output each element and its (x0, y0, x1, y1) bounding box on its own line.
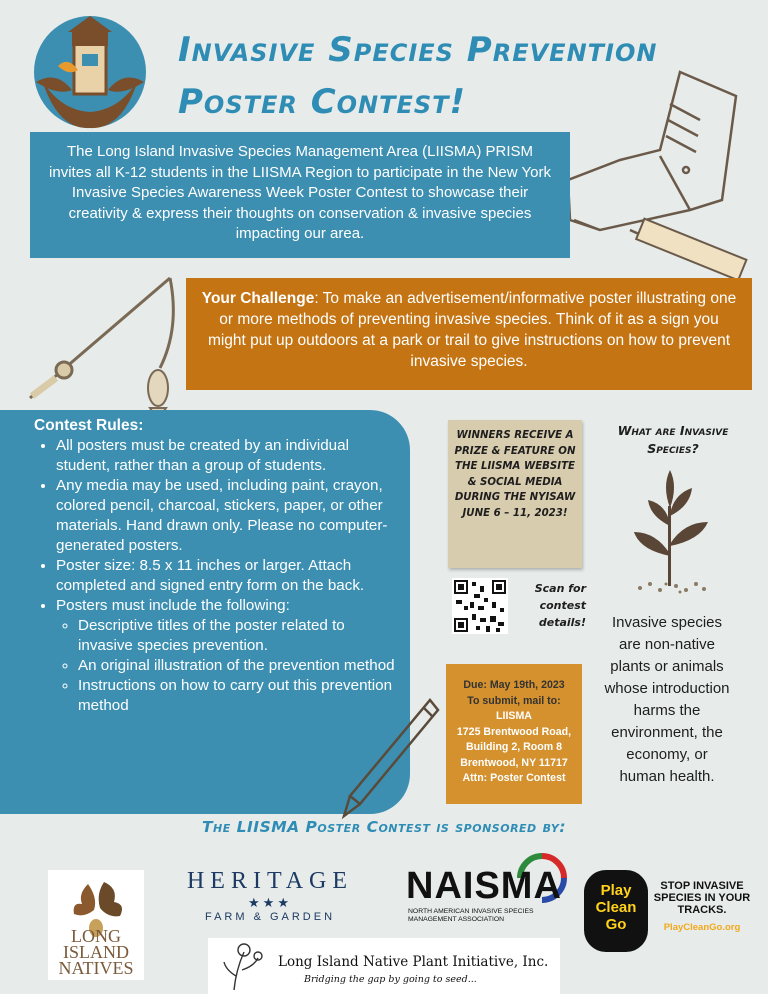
rule-subitem: ◦ Instructions on how to carry out this prevention method (78, 676, 396, 716)
heritage-sub: FARM & GARDEN (204, 911, 336, 923)
address-line: Attn: Poster Contest (462, 772, 566, 784)
scan-note: Scan for contest details! (534, 582, 586, 629)
due-date: Due: May 19th, 2023 (463, 679, 565, 691)
lini-name: Long Island Native Plant Initiative, Inc. (278, 954, 549, 970)
naisma-sub: NORTH AMERICAN INVASIVE SPECIES MANAGEMENT ASSOCIATION (408, 908, 534, 923)
naisma-logo (404, 848, 574, 923)
submission-envelope (446, 664, 582, 804)
boot-illustration (540, 60, 760, 280)
liisma-logo (28, 10, 152, 134)
pcg-url[interactable]: PlayCleanGo.org (663, 922, 741, 933)
lini-tagline: Bridging the gap by going to seed... (304, 974, 477, 985)
challenge-banner (186, 278, 752, 390)
rules-list (34, 436, 396, 716)
rule-subitem: ◦ An original illustration of the prevention method (78, 656, 396, 676)
stars-icon: ★★★ (248, 895, 292, 910)
sponsored-heading: The LIISMA Poster Contest is sponsored by: (201, 818, 567, 836)
address-line: LIISMA (496, 710, 532, 722)
rule-item: • All posters must be created by an individual student, rather than a group of students. (56, 436, 396, 476)
intro-banner (30, 132, 570, 258)
long-island-natives-logo (48, 870, 144, 980)
challenge-text: : To make an advertisement/informative poster illustrating one or more methods of preventing invasive species. Think of it as a sign you might put up outdoors at a park or trail to give instructions on how to prevent invasive species. (207, 290, 737, 370)
lin-name: LONG ISLAND NATIVES (58, 926, 134, 978)
sprout-icon (620, 466, 720, 596)
submit-instruction: To submit, mail to: (467, 694, 561, 707)
rule-item: • Poster size: 8.5 x 11 inches or larger. Attach completed and signed entry form on the back. (56, 556, 396, 596)
playcleango-logo (584, 870, 754, 954)
rule-item: • Any media may be used, including paint, crayon, colored pencil, charcoal, stickers, paper, or other materials. Hand drawn only. Please no computer-generated posters. (56, 476, 396, 556)
flower-sketch-icon (214, 940, 274, 992)
what-are-heading: What are Invasive Species? (617, 423, 729, 456)
address-line: 1725 Brentwood Road, (456, 725, 572, 738)
pcg-text (652, 880, 752, 934)
winners-note (448, 420, 582, 568)
winners-text: WINNERS RECEIVE A PRIZE & FEATURE ON THE LIISMA WEBSITE & SOCIAL MEDIA DURING THE NYISAW JUNE 6 – 11, 2023! (454, 430, 576, 519)
rule-subitem: ◦ Descriptive titles of the poster related to invasive species prevention. (78, 616, 396, 656)
intro-text: The Long Island Invasive Species Management Area (LIISMA) PRISM invites all K-12 students in the LIISMA Region to participate in the New York Invasive Species Awareness Week Poster Contest to showcase their creativity & express their thoughts on conservation & invasive species impacting our area. (49, 143, 551, 242)
rule-item-text: Posters must include the following: (56, 597, 290, 614)
invasive-definition: Invasive species are non-native plants or animals whose introduction harms the environment, the economy, or human health. (604, 614, 730, 785)
naisma-name: NAISMA (406, 865, 562, 907)
pcg-slogan: STOP INVASIVE SPECIES IN YOUR TRACKS. (653, 880, 751, 916)
lini-logo (208, 938, 560, 994)
heritage-logo (178, 868, 362, 930)
challenge-label: Your Challenge (201, 290, 315, 307)
qr-code-icon[interactable] (452, 578, 508, 634)
pencil-illustration (334, 694, 444, 824)
pcg-badge: Play Clean Go (584, 870, 648, 952)
rules-heading: Contest Rules: (34, 417, 144, 434)
title-line-1: Invasive Species Prevention (178, 30, 658, 70)
heritage-name: HERITAGE (186, 868, 354, 894)
address-line: Building 2, Room 8 (466, 741, 562, 753)
address-line: Brentwood, NY 11717 (460, 756, 568, 769)
title-line-2: Poster Contest! (178, 82, 467, 122)
